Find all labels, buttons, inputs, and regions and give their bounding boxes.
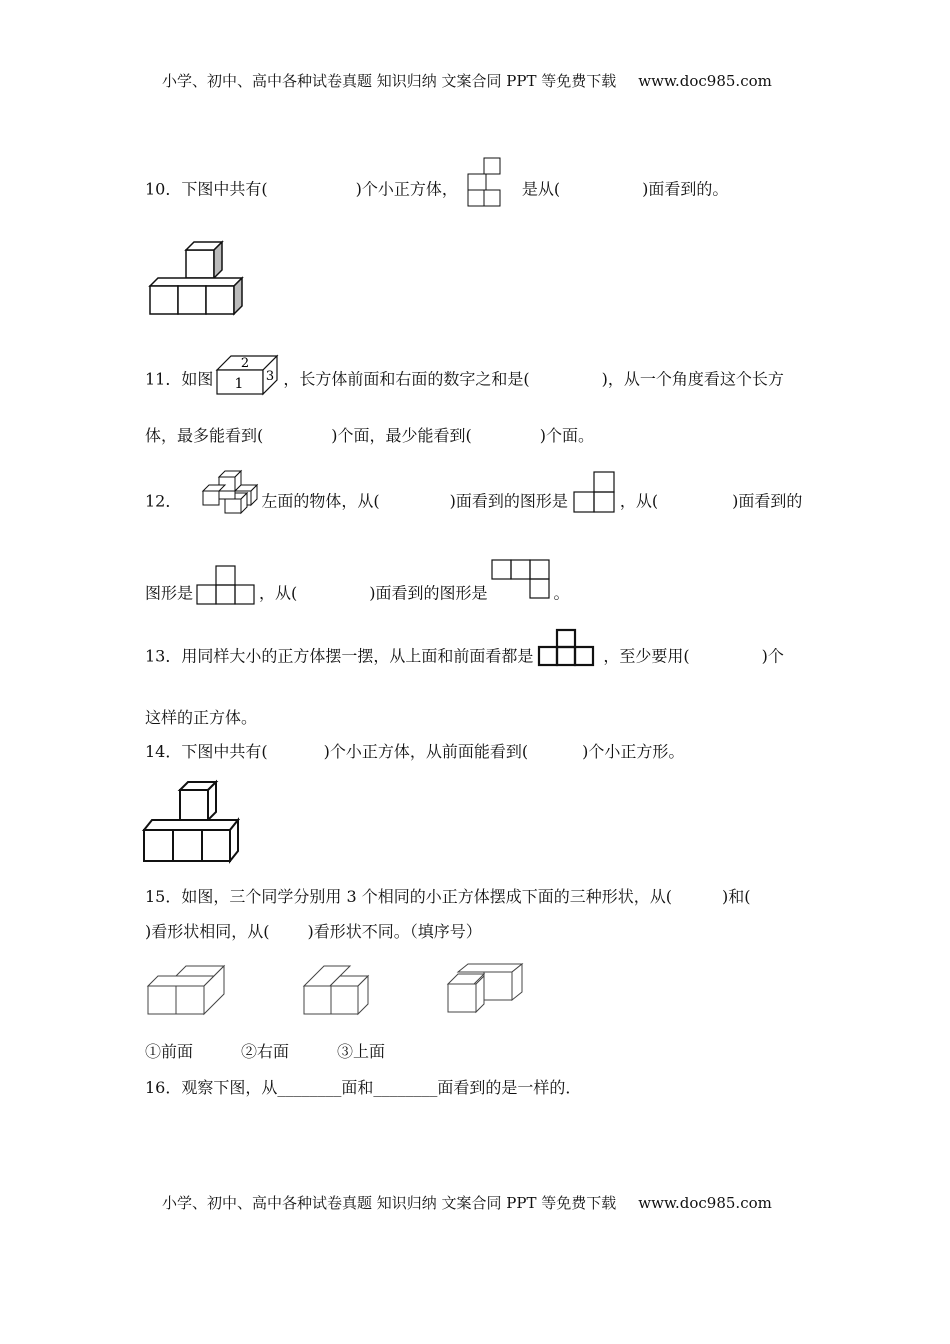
q12-line2-b: ，从( bbox=[259, 583, 298, 603]
q15-options bbox=[145, 1042, 385, 1062]
q11-line2-a: 体，最多能看到( bbox=[145, 426, 264, 445]
q11-text-c: )，从一个角度看这个长方 bbox=[601, 369, 784, 389]
q11-face-front: 1 bbox=[234, 376, 244, 392]
q12-text-b: )面看到的图形是 bbox=[449, 491, 568, 511]
q15-line2-a: )看形状相同，从( bbox=[145, 922, 270, 941]
q15-option-2[interactable]: ②右面 bbox=[241, 1042, 290, 1061]
q12-view-3-icon bbox=[490, 572, 552, 614]
header-text: 小学、初中、高中各种试卷真题 知识归纳 文案合同 PPT 等免费下载 bbox=[162, 72, 617, 90]
footer-url: www.doc985.com bbox=[638, 1194, 772, 1212]
q11-text-b: ，长方体前面和右面的数字之和是( bbox=[283, 369, 530, 389]
q11-line2-b: )个面，最少能看到( bbox=[331, 426, 472, 445]
question-14 bbox=[145, 742, 684, 762]
q14-cubes-figure bbox=[142, 780, 242, 864]
q16-text-b: 面和 bbox=[341, 1078, 374, 1097]
q16-text-a: 观察下图，从 bbox=[181, 1078, 278, 1097]
q15-text-a: 如图，三个同学分别用 3 个相同的小正方体摆成下面的三种形状，从( bbox=[181, 887, 672, 906]
q11-face-right: 3 bbox=[266, 369, 275, 384]
question-11 bbox=[145, 356, 784, 396]
q16-text-c: 面看到的是一样的． bbox=[437, 1078, 582, 1097]
q12-line2-d: 。 bbox=[553, 583, 570, 603]
q12-view-2-icon bbox=[195, 564, 257, 606]
q12-view-1-icon bbox=[572, 470, 618, 514]
q14-text-a: 下图中共有( bbox=[181, 742, 268, 761]
q12-text-a: 左面的物体，从( bbox=[261, 491, 380, 511]
q11-line2-c: )个面。 bbox=[539, 426, 594, 445]
question-16 bbox=[145, 1078, 581, 1098]
q13-line2: 这样的正方体。 bbox=[145, 708, 258, 727]
q10-text-c: 是从( bbox=[521, 179, 561, 199]
q16-number: 16． bbox=[145, 1078, 182, 1097]
q13-view-icon bbox=[537, 628, 597, 668]
question-15 bbox=[145, 887, 750, 907]
header-url: www.doc985.com bbox=[638, 72, 772, 90]
page-header bbox=[162, 70, 772, 91]
q15-shape-1 bbox=[146, 964, 228, 1018]
q15-text-b: )和( bbox=[721, 887, 751, 906]
q15-shape-2 bbox=[302, 964, 374, 1018]
q15-line2-b: )看形状不同。（填序号） bbox=[307, 922, 482, 941]
q12-number: 12． bbox=[145, 491, 182, 511]
q15-number: 15． bbox=[145, 887, 182, 906]
q10-number: 10． bbox=[145, 179, 182, 199]
q10-cubes-figure bbox=[148, 240, 248, 316]
q11-face-top: 2 bbox=[241, 356, 250, 371]
q13-text-c: )个 bbox=[761, 646, 784, 666]
question-15-line-2 bbox=[145, 922, 482, 942]
q16-blank-2[interactable]: ________ bbox=[373, 1078, 438, 1097]
footer-text: 小学、初中、高中各种试卷真题 知识归纳 文案合同 PPT 等免费下载 bbox=[162, 1194, 617, 1212]
question-13-line-2 bbox=[145, 708, 257, 728]
q11-text-a: 如图 bbox=[181, 369, 214, 389]
q15-option-3[interactable]: ③上面 bbox=[337, 1042, 386, 1061]
q12-object-figure bbox=[201, 469, 261, 517]
question-12-line-2 bbox=[145, 574, 570, 614]
q16-blank-1[interactable]: ________ bbox=[277, 1078, 342, 1097]
q10-text-b: )个小正方体， bbox=[355, 179, 458, 199]
question-10 bbox=[145, 172, 728, 208]
q10-text-a: 下图中共有( bbox=[181, 179, 268, 199]
q11-number: 11． bbox=[145, 369, 182, 389]
q14-text-b: )个小正方体，从前面能看到( bbox=[323, 742, 529, 761]
q11-cuboid-figure bbox=[215, 352, 281, 396]
q10-view-icon bbox=[466, 172, 514, 208]
q12-text-d: )面看到的 bbox=[732, 491, 803, 511]
question-12 bbox=[145, 487, 802, 517]
q14-number: 14． bbox=[145, 742, 182, 761]
q13-text-a: 用同样大小的正方体摆一摆，从上面和前面看都是 bbox=[181, 646, 534, 666]
q10-text-d: )面看到的。 bbox=[642, 179, 729, 199]
question-11-line-2 bbox=[145, 426, 594, 446]
q15-option-1[interactable]: ①前面 bbox=[145, 1042, 194, 1061]
q14-text-c: )个小正方形。 bbox=[582, 742, 685, 761]
q12-text-c: ，从( bbox=[619, 491, 659, 511]
q13-text-b: ，至少要用( bbox=[603, 646, 690, 666]
q15-shape-3 bbox=[446, 962, 528, 1016]
q13-number: 13． bbox=[145, 646, 182, 666]
question-13 bbox=[145, 646, 784, 668]
q12-line2-c: )面看到的图形是 bbox=[369, 583, 488, 603]
page-footer bbox=[162, 1192, 772, 1213]
q12-line2-a: 图形是 bbox=[145, 583, 194, 603]
